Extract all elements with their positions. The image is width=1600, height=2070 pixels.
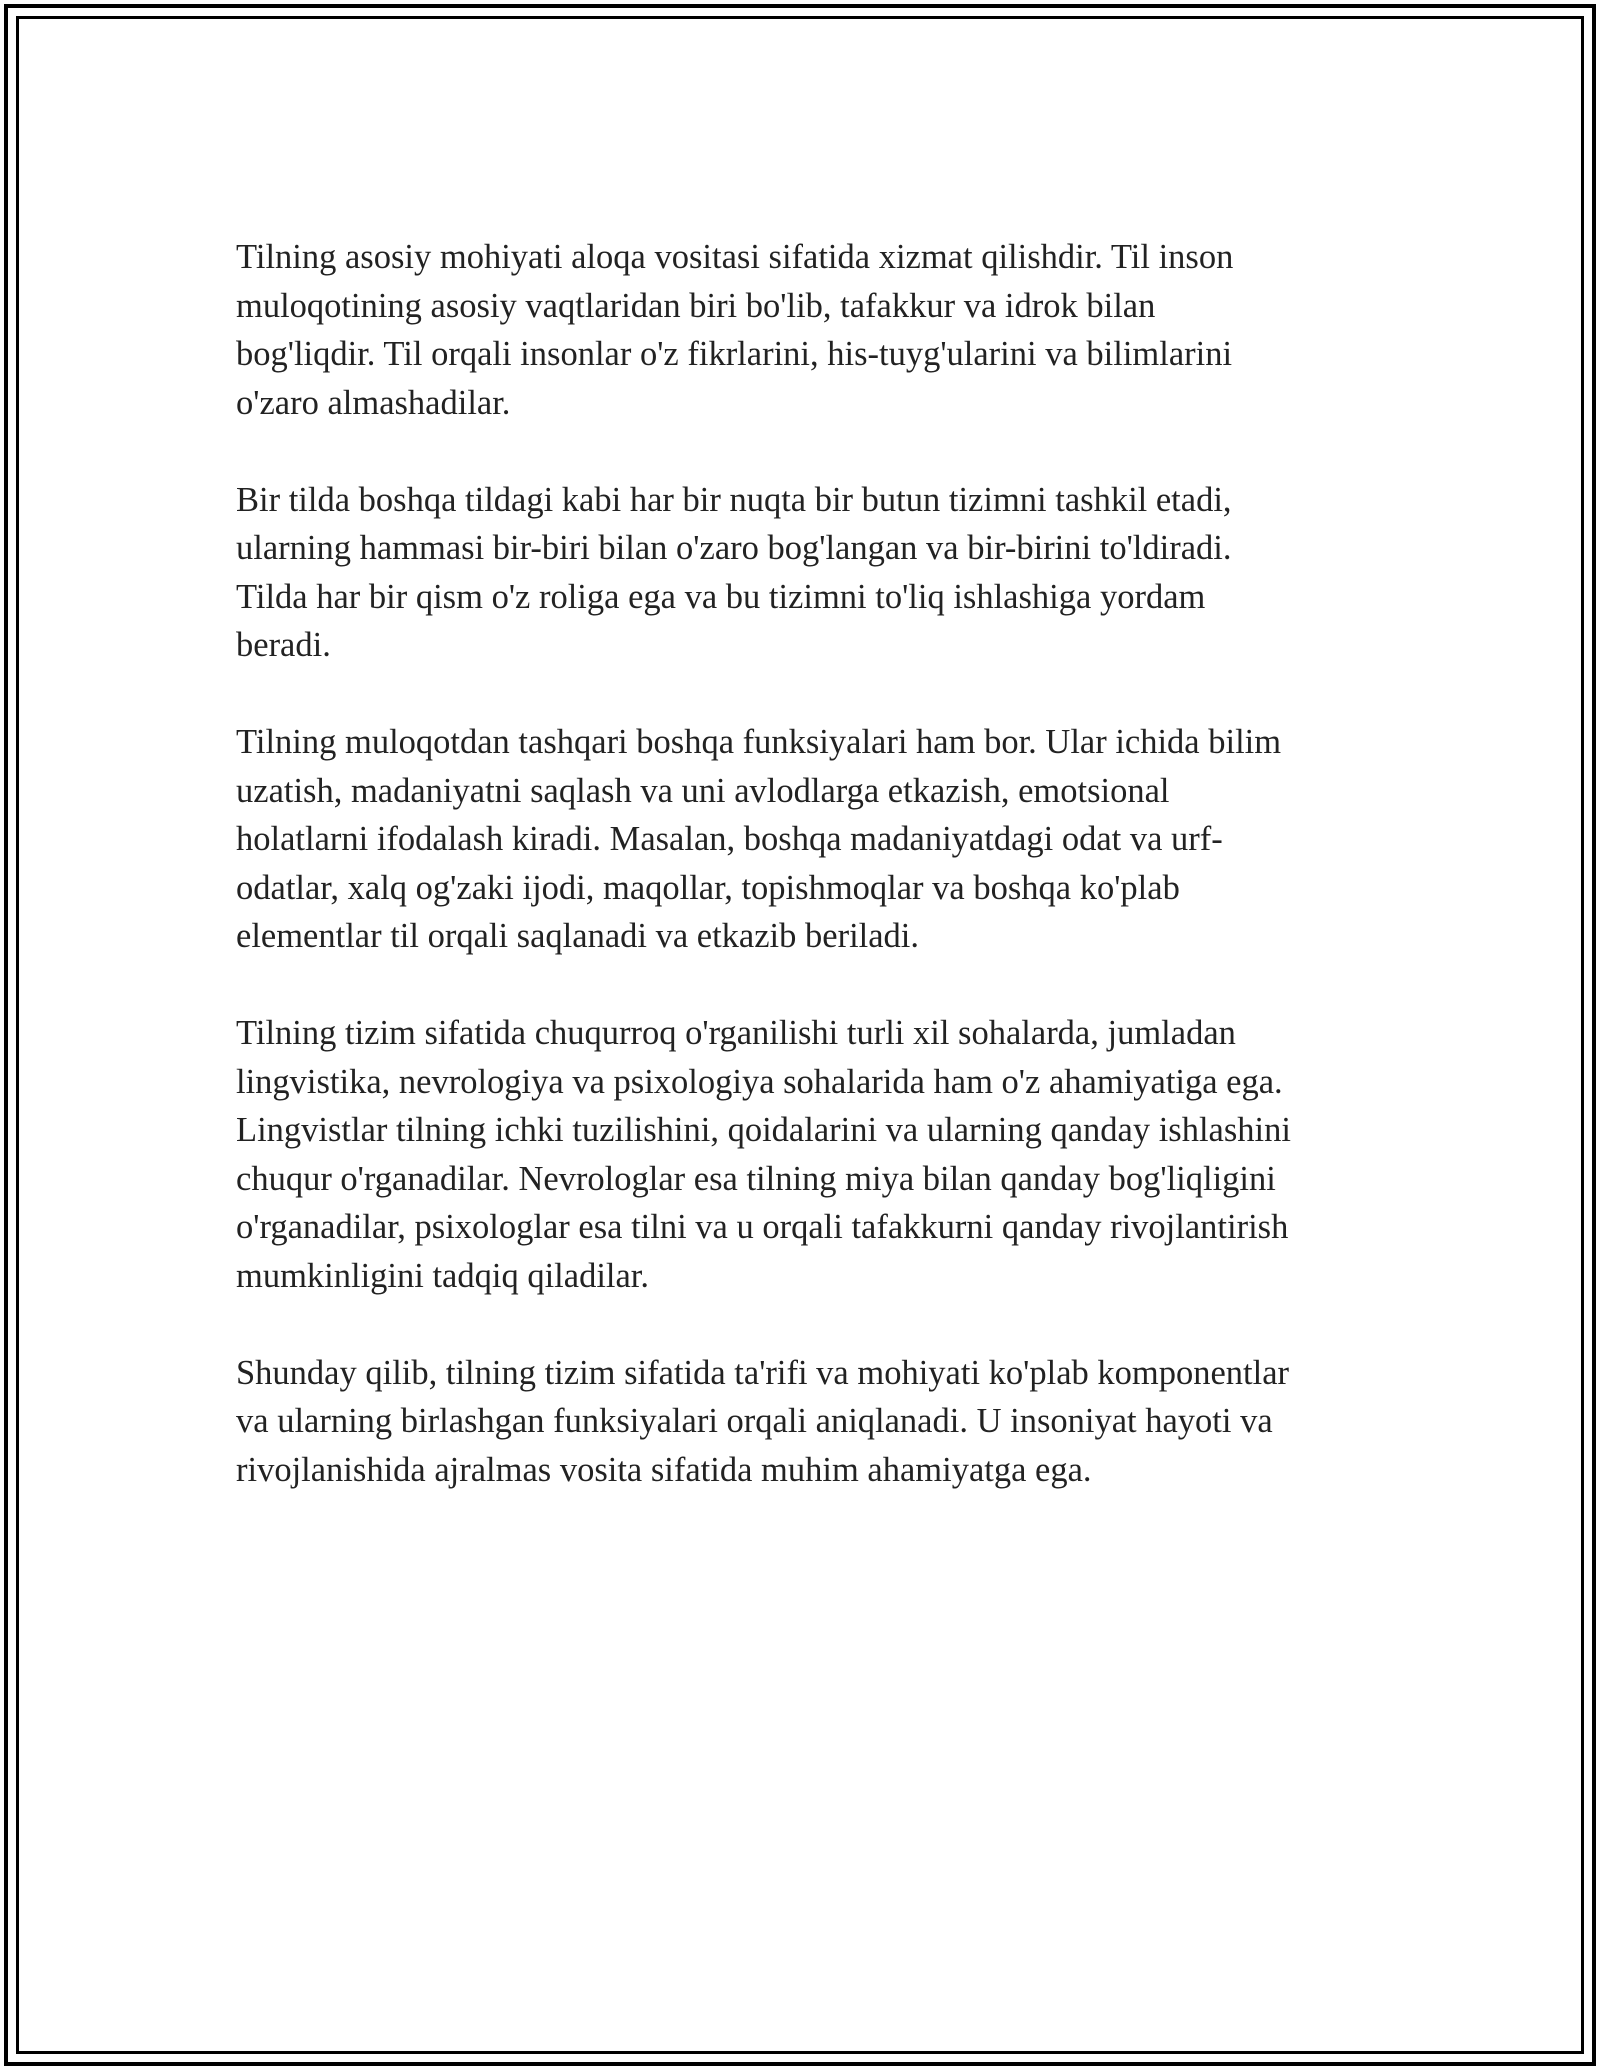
- paragraph: [236, 718, 1376, 961]
- document-body: [236, 233, 1376, 1543]
- text-line: mumkinligini tadqiq qiladilar.: [236, 1256, 650, 1295]
- text-line: elementlar til orqali saqlanadi va etkazib beriladi.: [236, 917, 920, 955]
- text-line: odatlar, xalq og'zaki ijodi, maqollar, topishmoqlar va boshqa ko'plab: [236, 868, 1180, 907]
- text-line: Tilda har bir qism o'z roliga ega va bu tizimni to'liq ishlashiga yordam: [236, 577, 1206, 616]
- text-line: va ularning birlashgan funksiyalari orqali aniqlanadi. U insoniyat hayoti va: [236, 1402, 1273, 1440]
- text-line: muloqotining asosiy vaqtlaridan biri bo'lib, tafakkur va idrok bilan: [236, 286, 1156, 325]
- text-line: bog'liqdir. Til orqali insonlar o'z fikrlarini, his-tuyg'ularini va bilimlarini: [236, 335, 1233, 373]
- paragraph: [236, 476, 1376, 670]
- text-line: chuqur o'rganadilar. Nevrologlar esa tilning miya bilan qanday bog'liqligini: [236, 1159, 1276, 1198]
- text-line: o'zaro almashadilar.: [236, 383, 511, 422]
- text-line: Tilning muloqotdan tashqari boshqa funksiyalari ham bor. Ular ichida bilim: [236, 723, 1282, 761]
- paragraph: [236, 1349, 1376, 1495]
- text-line: Shunday qilib, tilning tizim sifatida ta'rifi va mohiyati ko'plab komponentlar: [236, 1353, 1290, 1392]
- paragraph: [236, 1009, 1376, 1300]
- text-line: o'rganadilar, psixologlar esa tilni va u orqali tafakkurni qanday rivojlantirish: [236, 1208, 1289, 1246]
- text-line: holatlarni ifodalash kiradi. Masalan, boshqa madaniyatdagi odat va urf-: [236, 820, 1223, 858]
- text-line: Bir tilda boshqa tildagi kabi har bir nuqta bir butun tizimni tashkil etadi,: [236, 480, 1232, 519]
- text-line: beradi.: [236, 626, 331, 664]
- text-line: ularning hammasi bir-biri bilan o'zaro bog'langan va bir-birini to'ldiradi.: [236, 529, 1232, 567]
- text-line: lingvistika, nevrologiya va psixologiya sohalarida ham o'z ahamiyatiga ega.: [236, 1062, 1283, 1101]
- text-line: Tilning asosiy mohiyati aloqa vositasi sifatida xizmat qilishdir. Til inson: [236, 238, 1234, 276]
- text-line: Lingvistlar tilning ichki tuzilishini, qoidalarini va ularning qanday ishlashini: [236, 1111, 1291, 1149]
- text-line: rivojlanishida ajralmas vosita sifatida muhim ahamiyatga ega.: [236, 1450, 1092, 1489]
- text-line: uzatish, madaniyatni saqlash va uni avlodlarga etkazish, emotsional: [236, 771, 1170, 810]
- paragraph: [236, 233, 1376, 427]
- text-line: Tilning tizim sifatida chuqurroq o'rganilishi turli xil sohalarda, jumladan: [236, 1014, 1236, 1052]
